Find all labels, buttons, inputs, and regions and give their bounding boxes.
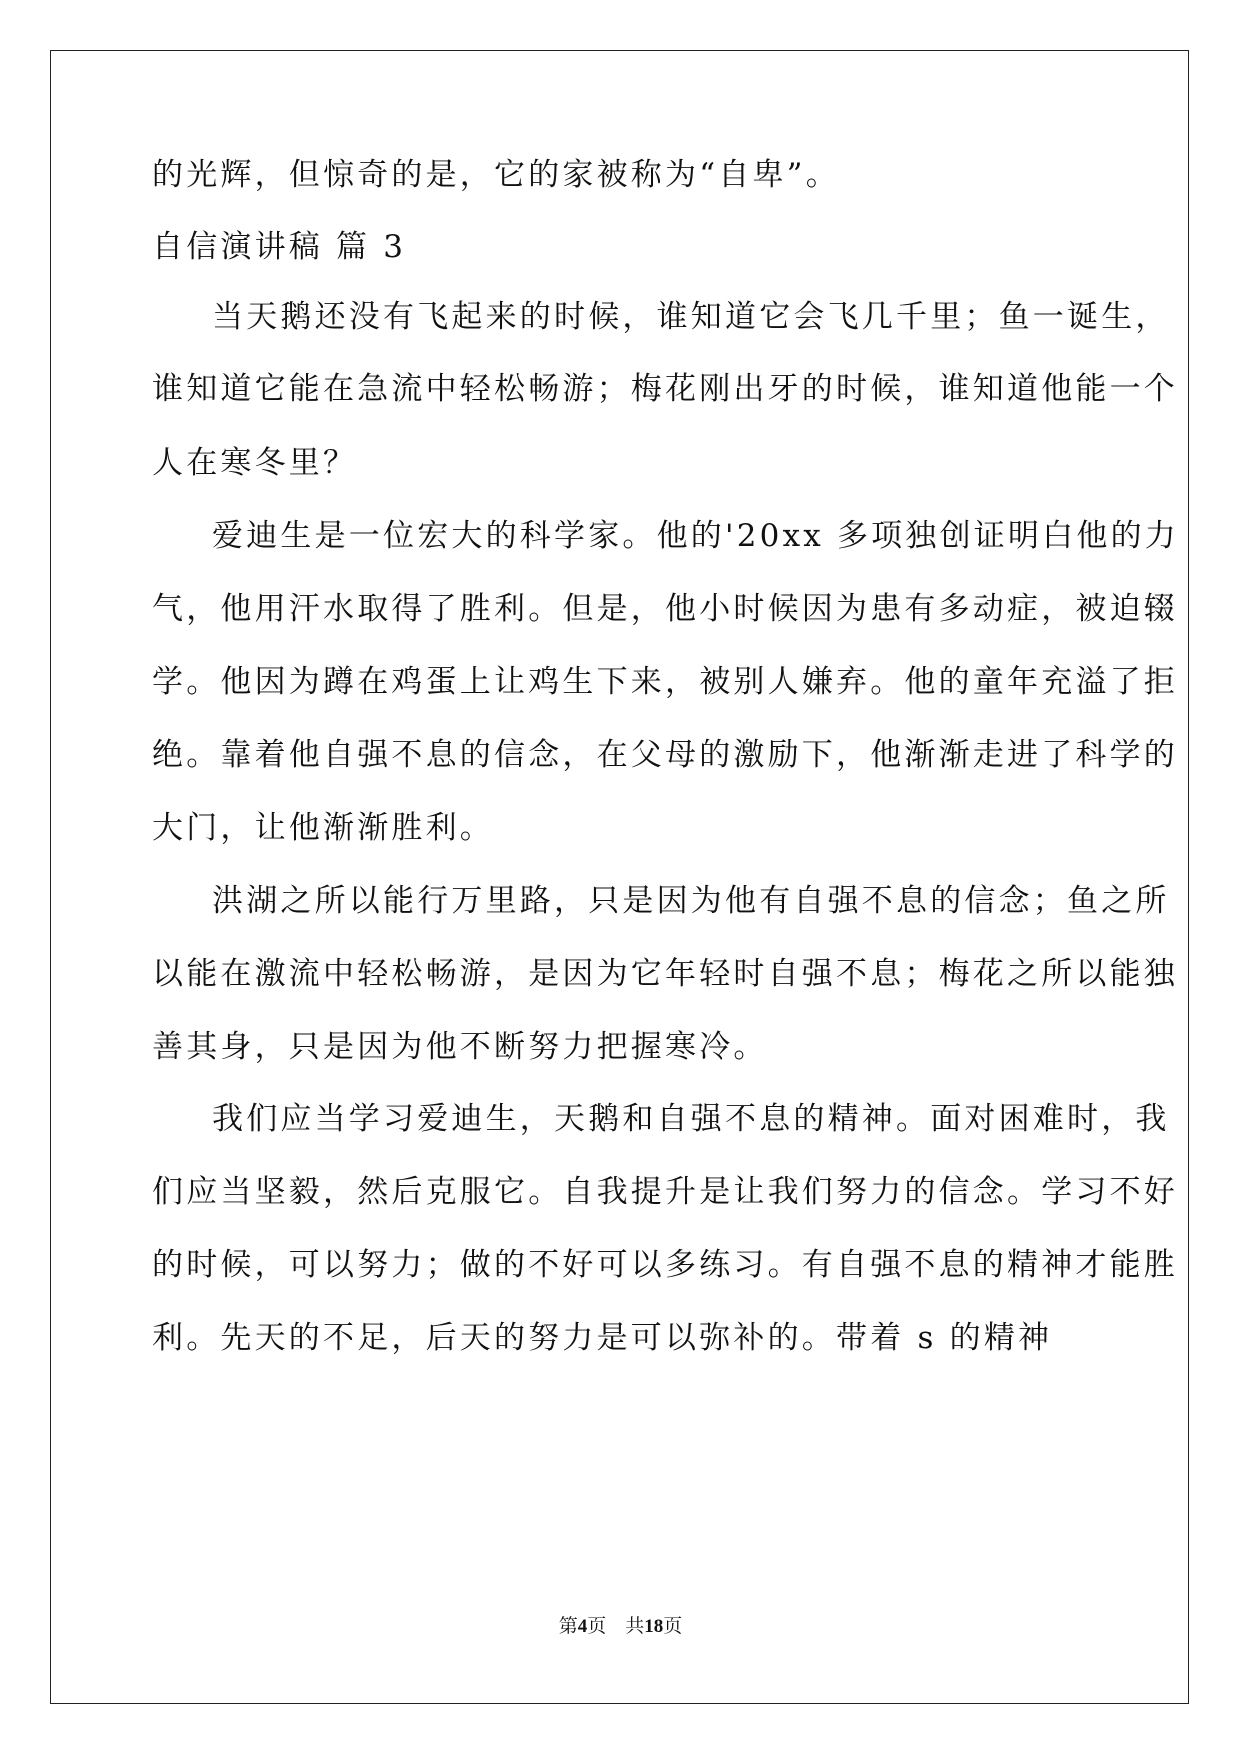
page-footer	[0, 1611, 1241, 1638]
paragraph-2-line-1: 爱迪生是一位宏大的科学家。他的'20xx 多项独创证明白他的力	[212, 518, 1179, 554]
paragraph-1-line-2: 谁知道它能在急流中轻松畅游；梅花刚出牙的时候，谁知道他能一个	[152, 371, 1178, 407]
paragraph-3-line-2: 以能在激流中轻松畅游，是因为它年轻时自强不息；梅花之所以能独	[152, 956, 1178, 992]
paragraph-2-line-2: 气，他用汗水取得了胜利。但是，他小时候因为患有多动症，被迫辍	[152, 591, 1178, 627]
paragraph-2-line-5: 大门，让他渐渐胜利。	[152, 810, 494, 846]
paragraph-3-line-3: 善其身，只是因为他不断努力把握寒冷。	[152, 1029, 768, 1065]
page-number: 4	[577, 1616, 588, 1637]
paragraph-4-line-3: 的时候，可以努力；做的不好可以多练习。有自强不息的精神才能胜	[152, 1247, 1178, 1283]
paragraph-2-line-4: 绝。靠着他自强不息的信念，在父母的激励下，他渐渐走进了科学的	[152, 737, 1178, 773]
paragraph-4-line-1: 我们应当学习爱迪生，天鹅和自强不息的精神。面对困难时，我	[212, 1101, 1170, 1137]
total-prefix: 共	[625, 1616, 645, 1637]
paragraph-3-line-1: 洪湖之所以能行万里路，只是因为他有自强不息的信念；鱼之所	[212, 883, 1170, 919]
paragraph-4-line-4: 利。先天的不足，后天的努力是可以弥补的。带着 s 的精神	[152, 1320, 1053, 1356]
paragraph-4-line-2: 们应当坚毅，然后克服它。自我提升是让我们努力的信念。学习不好	[152, 1174, 1178, 1210]
paragraph-2-line-3: 学。他因为蹲在鸡蛋上让鸡生下来，被别人嫌弃。他的童年充溢了拒	[152, 664, 1178, 700]
section-heading: 自信演讲稿 篇 3	[152, 229, 407, 265]
total-suffix: 页	[663, 1616, 683, 1637]
page-suffix: 页	[587, 1616, 607, 1637]
page-prefix: 第	[558, 1616, 578, 1637]
continuation-text: 的光辉，但惊奇的是，它的家被称为“自卑”。	[152, 157, 840, 193]
paragraph-1-line-3: 人在寒冬里？	[152, 445, 358, 481]
paragraph-1-line-1: 当天鹅还没有飞起来的时候，谁知道它会飞几千里；鱼一诞生，	[212, 299, 1170, 335]
total-pages: 18	[644, 1616, 664, 1637]
